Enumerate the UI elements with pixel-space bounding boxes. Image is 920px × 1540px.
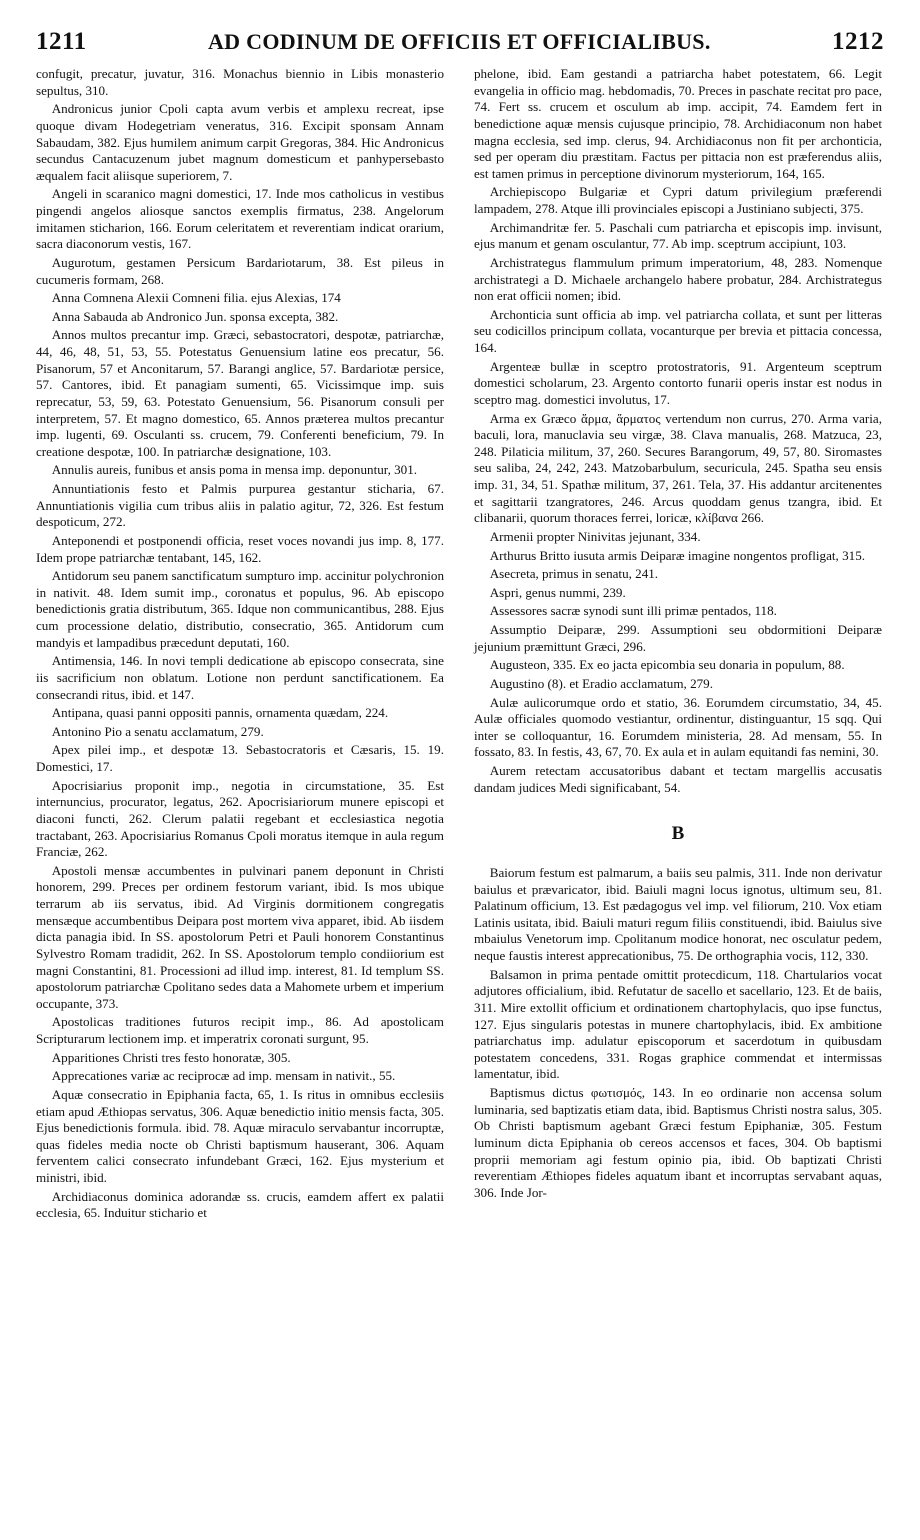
index-entry: Archidiaconus dominica adorandæ ss. crucis, eamdem affert ex palatii ecclesia, 65. Induitur stichario et <box>36 1188 444 1221</box>
running-title: AD CODINUM DE OFFICIIS ET OFFICIALIBUS. <box>207 29 711 54</box>
index-entry: phelone, ibid. Eam gestandi a patriarcha habet potestatem, 66. Legit evangelia in officio mag. hebdomadis, 70. Preces in paschate recitat pro pace, 74. Fert ss. crucem et osculum ab imp. accipit, 74. Eamdem fert in benedictione aquæ mensis cujusque principio, 78. Archidiaconum non habet magna ecclesia, sed imp. clerus, 94. Archidiaconus non fit per archonticia, sed per operam diu præstitam. Factus per pittacia non est præferendus aliis, est tamen primus in perceptione divinorum mysteriorum, 164, 165. <box>474 66 882 181</box>
section-letter-heading: B <box>671 823 685 845</box>
left-column <box>36 66 444 1224</box>
index-entry: Anna Sabauda ab Andronico Jun. sponsa excepta, 382. <box>51 308 339 324</box>
right-page-number: 1212 <box>831 28 884 55</box>
index-entry: Argenteæ bullæ in sceptro protostratoris, 91. Argenteum sceptrum domestici scholarum, 23. Argento contorto funarii operis instar est nodus in sceptro mag. domestici involutus, 17. <box>474 358 882 407</box>
right-column <box>474 66 882 1203</box>
index-entry: Apostolicas traditiones futuros recipit imp., 86. Ad apostolicam Scripturarum lectionem imp. et imperatrix coronati surgunt, 95. <box>36 1014 444 1046</box>
index-entry: Annos multos precantur imp. Græci, sebastocratori, despotæ, patriarchæ, 44, 46, 48, 51, 53, 55. Potestatus Genuensium latine eos precatur, 56. Pisanorum, 57 et Anconitarum, 57. Barangi anglice, 57. Bardariotæ persice, 57. Cantores, ibid. Et panagiam sumenti, 65. Vicissimque imp. suis reprecatur, 53, 59, 63. Potestato Genuensium, 56. Pisanorum consuli per interpretem, 57. Et magno domestico, 65. Annos præterea multos precantur imp. lugenti, 69. Osculanti ss. crucem, 79. Conferenti beneficium, 79. In creatione despotæ, 100. In patriarchæ designatione, 103. <box>36 327 444 459</box>
index-entry: Apparitiones Christi tres festo honoratæ, 305. <box>51 1049 291 1065</box>
index-entry: Apostoli mensæ accumbentes in pulvinari panem deponunt in Christi honorem, 299. Preces per ordinem festorum variant, ibid. Is mos ubique terrarum ab iis servatus, ibid. Ad Virginis dormitionem congregatis mensæque accumbentibus Deipara post mortem viva apparet, ibid. Ab iisdem dicta panagia ibid. In SS. apostolorum Petri et Pauli honorem Constantinus Sylvestro Romam tradidit, 262. In SS. Apostolorum templo condiiorium est magni Constantini, 81. Processioni ad illud imp. interest, 81. Id templum SS. apostolorum patriarchæ Cpolitano sedes data a Mahomete urbem et imperium occupante, 373. <box>36 862 444 1011</box>
index-entry: Augurotum, gestamen Persicum Bardariotarum, 38. Est pileus in cucumeris formam, 268. <box>36 254 444 287</box>
index-entry: Archiepiscopo Bulgariæ et Cypri datum privilegium præferendi lampadem, 278. Atque illi provinciales episcopi a Justiniano subjecti, 375. <box>474 184 882 216</box>
index-entry: Assessores sacræ synodi sunt illi primæ pentados, 118. <box>489 603 777 619</box>
index-entry: Aurem retectam accusatoribus dabant et tectam margellis accusatis dandam judices Medi significabant, 54. <box>474 763 882 795</box>
index-entry: Antonino Pio a senatu acclamatum, 279. <box>51 723 264 739</box>
index-entry: Apex pilei imp., et despotæ 13. Sebastocratoris et Cæsaris, 15. 19. Domestici, 17. <box>36 742 444 774</box>
index-entry: Balsamon in prima pentade omittit protecdicum, 118. Chartularios vocat adjutores officialium, ibid. Refutatur de sacello et sacellario, 123. Et de baiis, 311. Mire extollit officium et ordinationem chartophylacis, quo ipse functus, 127. Ejus singularis potestas in munere chartophylacis, ibid. Ex ambitione patriarchatus imp. adulatur episcoporum et sacerdotum in quibusdam potestatem concedens, 331. Rogas graphice commendat et intermissas lamentatur, ibid. <box>474 966 882 1082</box>
index-entry: Archistrategus flammulum primum imperatorium, 48, 283. Nomenque archistrategi a D. Michaele archangelo habere probatur, 284. Archistrategus non erat officii nomen; ibid. <box>474 254 882 304</box>
index-entry: Antimensia, 146. In novi templi dedicatione ab episcopo consecrata, sine iis sacrificium non oblatum. Lotione non perdunt sanctificationem. Ea consecrandi ritus, ibid. et 147. <box>36 653 444 702</box>
page-header <box>36 28 884 62</box>
index-entry: confugit, precatur, juvatur, 316. Monachus biennio in Libis monasterio sepultus, 310. <box>36 66 444 98</box>
index-entry: Arthurus Britto iusuta armis Deiparæ imagine nongentos profligat, 315. <box>489 547 866 563</box>
index-entry: Armenii propter Ninivitas jejunant, 334. <box>489 528 701 544</box>
index-entry: Arma ex Græco ἅρμα, ἅρματος vertendum non currus, 270. Arma varia, baculi, lora, manuclavia seu virgæ, 38. Clava manualis, 268. Matzuca, 23, 248. Pilaticia militum, 37, 260. Secures Barangorum, 49, 57, 80. Siromastes seu saliba, 24, 242, 243. Matzobarbulum, securicula, 245. Spatha seu ensis imp. 31, 34, 51. Spathæ militum, 37, 261. Tela, 37. His addantur arcitenentes et sagittarii tzangratores, 246. Arcus quoddam genus tzangra, ibid. Et clibanarii, quorum thoraces ferrei, loricæ, κλίβανα 266. <box>474 410 882 526</box>
index-entry: Anna Comnena Alexii Comneni filia. ejus Alexias, 174 <box>51 290 341 306</box>
index-entry: Archimandritæ fer. 5. Paschali cum patriarcha et episcopis imp. invisunt, ejus manum et genam osculantur, 77. Ab imp. sceptrum accipiunt, 103. <box>474 219 882 252</box>
index-entry: Aspri, genus nummi, 239. <box>489 584 626 600</box>
index-entry: Augustino (8). et Eradio acclamatum, 279. <box>489 675 713 691</box>
index-entry: Andronicus junior Cpoli capta avum verbis et amplexu recreat, ipse quoque divam Hodegetriam veneratus, 316. Excipit sponsam Annam Sabaudam, 382. Ejus humilem animum carpit Gregoras, 384. Hic Andronicus secundus Cantacuzenum jubet magnum domesticum et panhypersebasto æqualem facit aliisque superiorem, 7. <box>36 101 444 183</box>
index-entry: Annulis aureis, funibus et ansis poma in mensa imp. deponuntur, 301. <box>51 462 418 478</box>
index-entry: Augusteon, 335. Ex eo jacta epicombia seu donaria in populum, 88. <box>489 657 845 673</box>
index-entry: Aquæ consecratio in Epiphania facta, 65, 1. Is ritus in omnibus ecclesiis etiam apud Æthiopas servatus, 306. Aquæ benedictio initio mensis facta, 305. Ejus benedictionis formula. ibid. 78. Aquæ miraculo servabantur incorruptæ, quas fideles media nocte ob Christi baptismum hauserant, 306. Aquam ferventem calici consecrato infundebant Græci, 162. Ejus mysterium et ministri, ibid. <box>36 1086 444 1185</box>
index-entry: Assumptio Deiparæ, 299. Assumptioni seu obdormitioni Deiparæ jejunium præmittunt Græci, 296. <box>474 622 882 654</box>
index-entry: Aulæ aulicorumque ordo et statio, 36. Eorumdem circumstatio, 34, 45. Aulæ officiales quomodo vestiantur, ordinentur, distinguantur, 15 sqq. Qui inter se colloquantur, 16. Eorumdem ministeria, 28. Ad mensam, 55. In fossato, 83. In festis, 43, 67, 70. Ex aula et in aulam equitandi fas nemini, 30. <box>474 694 882 760</box>
index-entry: Angeli in scaranico magni domestici, 17. Inde mos catholicus in vestibus pingendi angelos aliosque sanctos exemplis firmatus, 238. Angelorum imitamen sticharion, 166. Eorum celeritatem et reverentiam indicat orarium, sacra diaconorum vestis, 167. <box>36 186 444 252</box>
index-entry: Baptismus dictus φωτισμός, 143. In eo ordinarie non accensa solum luminaria, sed baptizatis etiam data, ibid. Baptismus Christi nostra salus, 305. Ob Christi baptismum agebant Græci festum Epiphaniæ, 305. Festum luminum dicta Epiphania ob cereos accensos et faces, 304. Ob baptismi proprii memoriam agi festum opinio pia, ibid. Ob baptizati Christi reverentiam Æthiopes fideles aquatum ibant et incorruptas servabant aquas, 306. Inde Jor- <box>474 1085 882 1200</box>
index-entry: Archonticia sunt officia ab imp. vel patriarcha collata, et sunt per litteras seu codicillos principum collata, vocanturque per brevia et pittacia concessa, 164. <box>474 306 882 355</box>
index-entry: Anteponendi et postponendi officia, reset voces novandi jus imp. 8, 177. Idem prope patriarchæ tentabant, 145, 162. <box>36 532 444 565</box>
left-page-number: 1211 <box>36 28 87 55</box>
index-entry: Asecreta, primus in senatu, 241. <box>489 566 659 582</box>
index-entry: Apprecationes variæ ac reciprocæ ad imp. mensam in nativit., 55. <box>51 1068 396 1084</box>
index-entry: Apocrisiarius proponit imp., negotia in circumstatione, 35. Est internuncius, procurator, legatus, 262. Apocrisiariorum munere episcopi et diaconi functi, 262. Clerum palatii regebant et ecclesiastica negotia tractabant, 263. Apocrisiarius Romanus Cpoli moratus itemque in aula regum Franciæ, 262. <box>36 777 444 860</box>
index-entry: Antidorum seu panem sanctificatum sumpturo imp. accinitur polychronion in nativit. 48. Idem sumit imp., coronatus et populus, 96. Ab episcopo benedictionis gratia distributum, 365. Idque non communicantibus, 288. Ejus cum processione delatio, distributio, consecratio, 365. Antidorum cum mandyis et lampadibus præcedunt deputati, 160. <box>36 568 444 650</box>
index-entry: Annuntiationis festo et Palmis purpurea gestantur sticharia, 67. Annuntiationis vigilia cum tribus aliis in palatio agitur, 72, 326. Est festum despoticum, 272. <box>36 481 444 530</box>
index-entry: Baiorum festum est palmarum, a baiis seu palmis, 311. Inde non derivatur baiulus et prævaricator, ibid. Baiuli magni locus ignotus, ultimum seu, 81. Palatinum officium, 13. Est pædagogus vel imp. vel filiorum, 210. Vox etiam Latinis usitata, ibid. Baiuli maturi regum filiis constituendi, ibid. Baiulus sive mbaiulus Venetorum imp. Cpolitanum modice honorat, nec osculatur pedem, neque faustis interest apprecationibus, 75. De orthographia vocis, 112, 330. <box>474 864 882 963</box>
index-entry: Antipana, quasi panni oppositi pannis, ornamenta quædam, 224. <box>51 705 389 721</box>
